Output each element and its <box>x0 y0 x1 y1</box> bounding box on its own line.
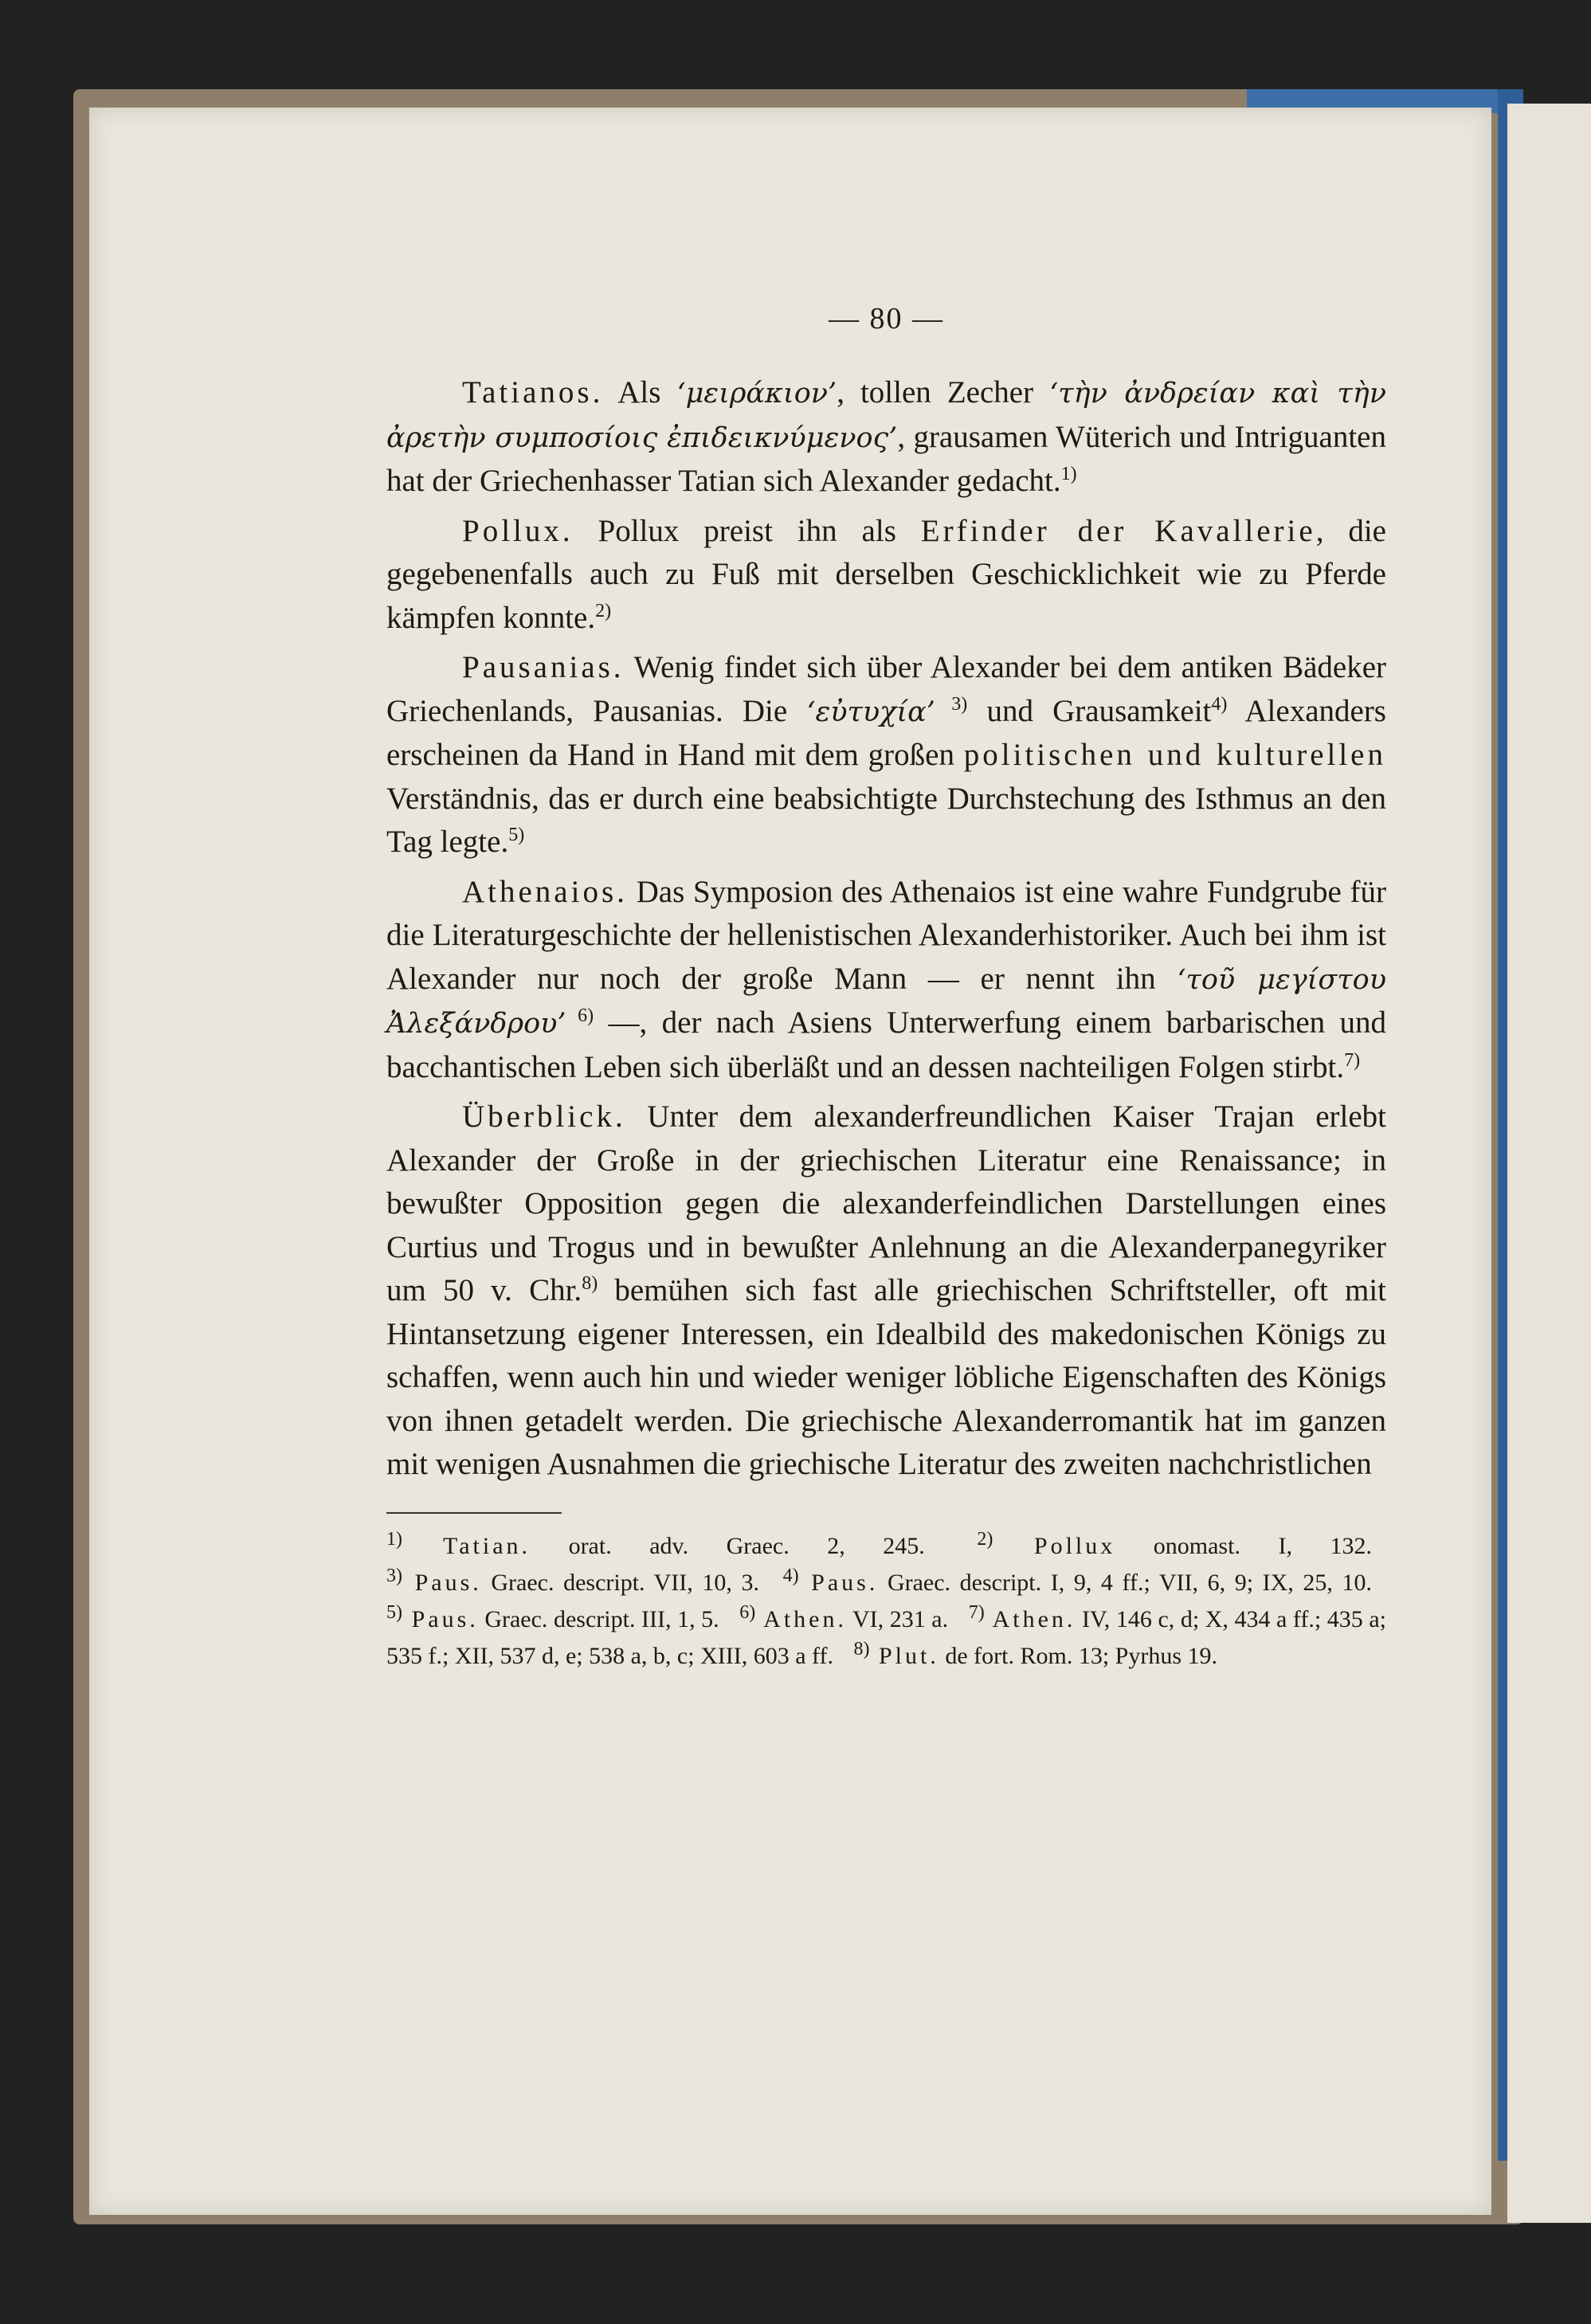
footnote-text: Graec. descript. I, 9, 4 ff.; VII, 6, 9; IX, 25, 10. <box>878 1569 1372 1596</box>
footnote-text: Graec. descript. III, 1, 5. <box>478 1605 719 1632</box>
footnote-mark: 3) <box>386 1565 402 1586</box>
footnote-mark: 8) <box>853 1638 870 1660</box>
text-run: Unter dem alexanderfreundlichen Kaiser Trajan erlebt Alexander der Große in der griechischen Literatur eine Renaissance; in bewußter Opposition gegen die alexanderfeindlichen Darstellungen eines Curtius und Trogus und in bewußter Anlehnung an die Alexanderpanegyriker um 50 v. Chr. <box>386 1099 1386 1307</box>
footnote-mark: 7) <box>968 1601 985 1623</box>
footnote-ref: 8) <box>582 1273 598 1294</box>
footnote-text: IV, 146 c, d; X, 434 a ff.; 435 a; 535 f.; XII, 537 d, e; 538 a, b, c; XIII, 603 a ff. <box>386 1605 1386 1669</box>
facing-page-edge <box>1507 104 1591 2223</box>
footnote-text: VI, 231 a. <box>846 1605 949 1632</box>
paragraph <box>386 1095 1386 1487</box>
footnote-author: Paus. <box>402 1605 479 1632</box>
footnote-ref: 4) <box>1211 693 1228 715</box>
paragraph <box>386 371 1386 504</box>
paragraph <box>386 871 1386 1090</box>
text-run: , grausamen Wüterich und Intriguanten hat der Griechenhasser Tatian sich Alexander gedacht. <box>386 419 1386 498</box>
page-number: — 80 — <box>829 302 944 335</box>
paragraph <box>386 510 1386 641</box>
section-heading: Pollux. <box>462 513 574 548</box>
paragraph <box>386 646 1386 864</box>
footnotes <box>386 1528 1386 1675</box>
greek-quote: ‘μειράκιον’ <box>676 378 837 410</box>
footnote-text: onomast. I, 132. <box>1115 1532 1373 1559</box>
footnote-ref: 7) <box>1344 1049 1361 1071</box>
footnote-author: Tatian. <box>402 1532 531 1559</box>
footnote-author: Plut. <box>869 1642 939 1669</box>
footnote <box>853 1638 1218 1669</box>
greek-quote: ‘τὴν ἀνδρείαν καὶ τὴν ἀρετὴν συμποσίοις ἐπιδεικνύμενος’ <box>386 378 1386 454</box>
footnote-ref: 3) <box>935 693 968 715</box>
footnote-author: Paus. <box>402 1569 482 1596</box>
footnote-mark: 5) <box>386 1601 402 1623</box>
text-run: Wenig findet sich über Alexander bei dem antiken Bädeker Griechenlands, Pausanias. Die <box>386 650 1386 728</box>
footnote-text: Graec. descript. VII, 10, 3. <box>481 1569 759 1596</box>
footnote-author: Athen. <box>984 1605 1076 1632</box>
footnote-text: orat. adv. Graec. 2, 245. <box>531 1532 925 1559</box>
footnote <box>386 1565 759 1596</box>
section-heading: Athenaios. <box>462 874 628 909</box>
footnote-ref: 5) <box>508 825 525 845</box>
section-heading: Pausanias. <box>462 650 625 684</box>
text-run: , die gegebenenfalls auch zu Fuß mit derselben Geschicklichkeit wie zu Pferde kämpfen konnte. <box>386 513 1386 635</box>
section-heading: Überblick. <box>462 1099 626 1134</box>
footnote <box>386 1528 925 1559</box>
footnote <box>782 1565 1372 1596</box>
text-run: und Grausamkeit <box>967 693 1212 728</box>
footnote-rule <box>386 1512 562 1514</box>
text-run: bemühen sich fast alle griechischen Schriftsteller, oft mit Hintansetzung eigener Interessen, ein Idealbild des makedonischen Königs zu schaffen, wenn auch hin und wieder weniger löbliche Eigenschaften des Königs von ihnen getadelt werden. Die griechische Alexanderromantik hat im ganzen mit wenigen Ausnahmen die griechische Literatur des zweiten nachchristlichen <box>386 1273 1386 1481</box>
spaced-emphasis: politischen und kulturellen <box>963 738 1386 772</box>
footnote <box>739 1601 949 1632</box>
text-run: —, der nach Asiens Unterwerfung einem barbarischen und bacchantischen Leben sich überläßt und an dessen nachteiligen Folgen stirbt. <box>386 1005 1386 1084</box>
footnote-ref: 2) <box>595 600 612 621</box>
footnote <box>386 1601 719 1632</box>
text-run: Als <box>603 375 677 410</box>
text-run: Das Symposion des Athenaios ist eine wahre Fundgrube für die Literaturgeschichte der hellenistischen Alexanderhistoriker. Auch bei ihm ist Alexander nur noch der große Mann — er nennt ihn <box>386 874 1386 996</box>
body-text <box>386 371 1386 1487</box>
footnote-author: Pollux <box>993 1532 1116 1559</box>
footnote-mark: 2) <box>977 1528 993 1550</box>
footnote-ref: 1) <box>1060 464 1077 484</box>
greek-quote: ‘εὐτυχία’ <box>806 696 935 728</box>
section-heading: Tatianos. <box>462 375 604 410</box>
text-run: Verständnis, das er durch eine beabsichtigte Durchstechung des Isthmus an den Tag legte. <box>386 781 1386 859</box>
spaced-emphasis: Erfinder der Kavallerie <box>920 513 1316 548</box>
text-run: Alexanders erscheinen da Hand in Hand mit dem großen <box>386 693 1386 772</box>
footnote-author: Paus. <box>798 1569 879 1596</box>
footnote-text: de fort. Rom. 13; Pyrhus 19. <box>939 1642 1218 1669</box>
text-run: Pollux preist ihn als <box>573 513 921 548</box>
footnote-mark: 4) <box>782 1565 799 1586</box>
footnote-mark: 6) <box>739 1601 756 1623</box>
page-content <box>386 301 1386 1675</box>
greek-quote: ‘τοῦ μεγίστου Ἀλεξάνδρου’ <box>386 963 1386 1040</box>
text-run: , tollen Zecher <box>837 375 1050 410</box>
footnote-author: Athen. <box>755 1605 847 1632</box>
footnote <box>977 1528 1373 1559</box>
footnote-ref: 6) <box>566 1005 594 1026</box>
footnote-mark: 1) <box>386 1528 402 1550</box>
